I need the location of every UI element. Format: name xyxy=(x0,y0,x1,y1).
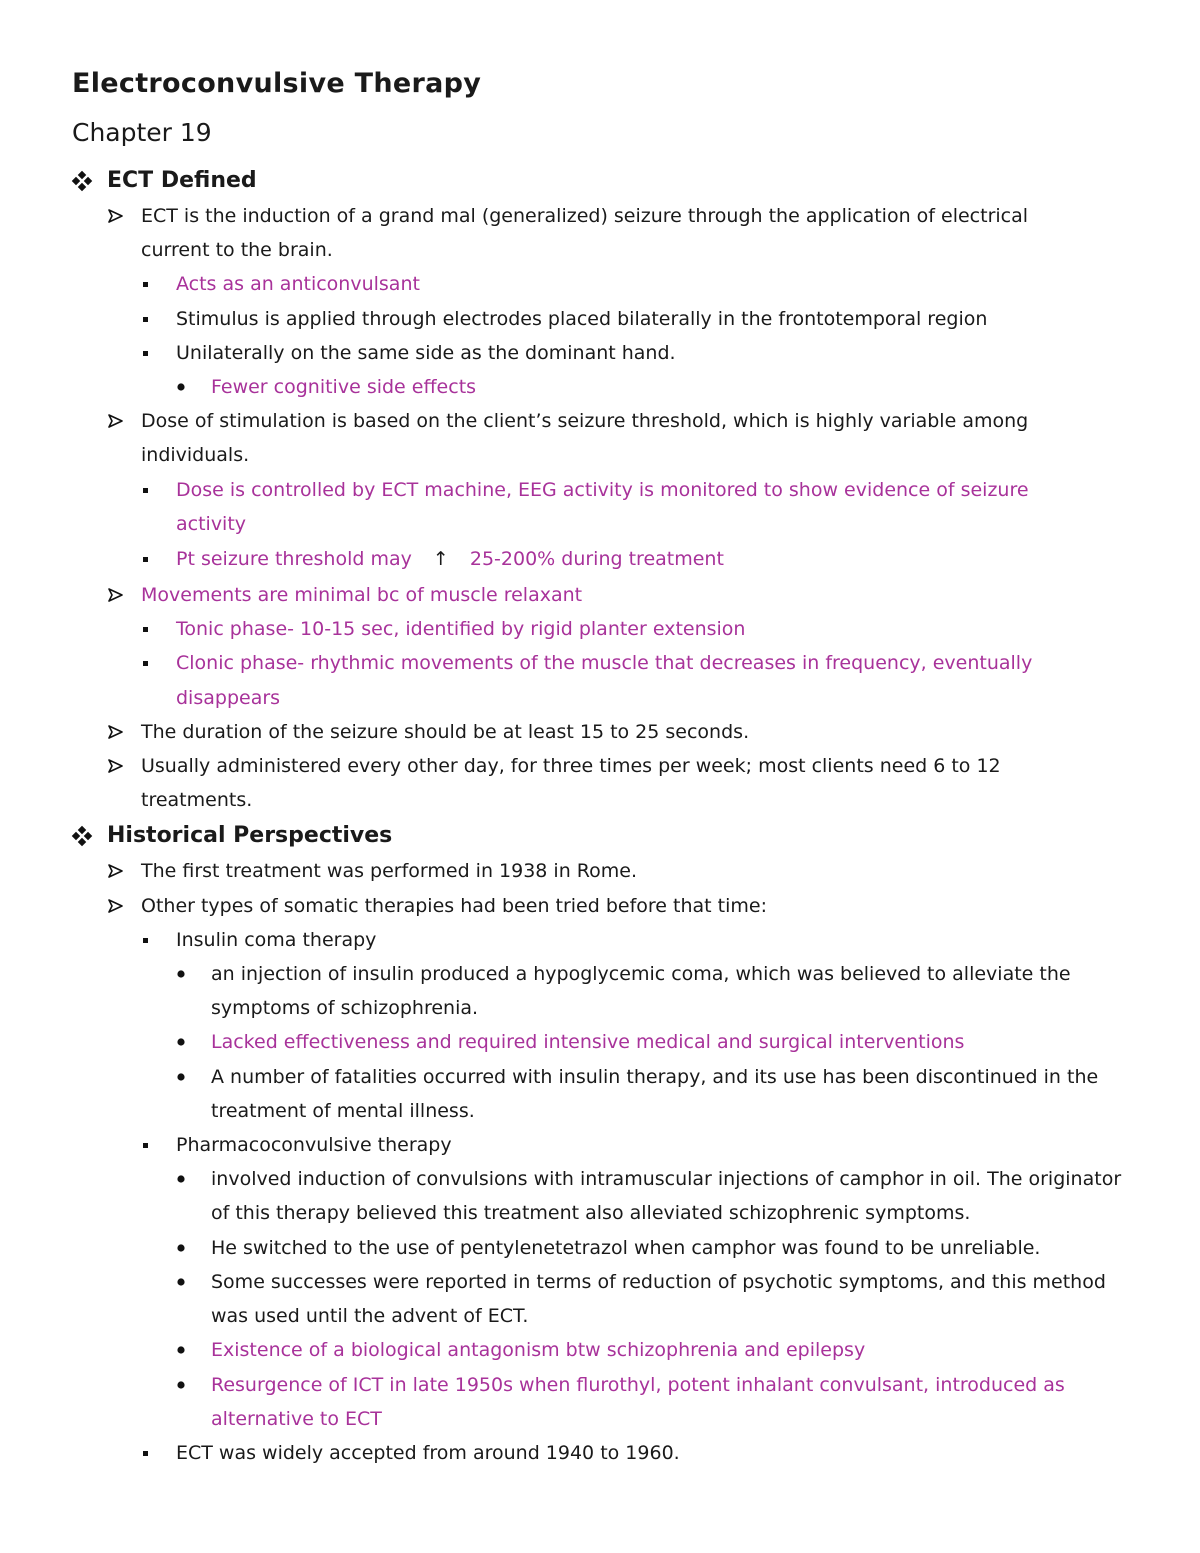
square-bullet-icon xyxy=(141,336,153,370)
list-item-text: Lacked effectiveness and required intensive medical and surgical interventions xyxy=(211,1031,965,1054)
list-item xyxy=(0,1265,1200,1333)
list-item-text: Insulin coma therapy xyxy=(176,928,377,951)
document-title: Electroconvulsive Therapy xyxy=(72,68,482,99)
list-item-text: The first treatment was performed in 1938 in Rome. xyxy=(141,860,637,883)
list-item xyxy=(0,957,1200,1025)
list-item-text: Unilaterally on the same side as the dominant hand. xyxy=(176,341,676,364)
list-item-text: 25-200% during treatment xyxy=(469,548,724,571)
list-item-text: Tonic phase- 10-15 sec, identified by rigid planter extension xyxy=(176,618,746,641)
section-heading xyxy=(0,162,1200,199)
dot-bullet-icon xyxy=(174,1060,190,1094)
square-bullet-icon xyxy=(141,1436,153,1470)
diamond-bullet-icon xyxy=(71,162,93,199)
dot-bullet-icon xyxy=(174,1265,190,1299)
document-body xyxy=(0,162,1200,1470)
section-heading xyxy=(0,817,1200,854)
list-item-text: The duration of the seizure should be at least 15 to 25 seconds. xyxy=(141,720,750,743)
section-heading-text: Historical Perspectives xyxy=(107,823,393,849)
list-item-text: Other types of somatic therapies had been tried before that time: xyxy=(141,894,767,917)
list-item xyxy=(0,1025,1200,1059)
arrow-bullet-icon xyxy=(106,578,126,612)
list-item xyxy=(0,404,1200,472)
list-item-text: Acts as an anticonvulsant xyxy=(176,273,420,296)
list-item-text: Movements are minimal bc of muscle relaxant xyxy=(141,584,583,607)
list-item-text: Stimulus is applied through electrodes placed bilaterally in the frontotemporal region xyxy=(176,307,988,330)
diamond-bullet-icon xyxy=(71,817,93,854)
list-item xyxy=(0,199,1200,267)
list-item xyxy=(0,336,1200,370)
list-item-text: Clonic phase- rhythmic movements of the muscle that decreases in frequency, eventually disappears xyxy=(176,652,1033,709)
list-item xyxy=(0,473,1200,541)
chapter-label: Chapter 19 xyxy=(72,118,212,147)
list-item-text: Usually administered every other day, for three times per week; most clients need 6 to 12 treatments. xyxy=(141,755,1001,812)
list-item-text: Dose of stimulation is based on the client’s seizure threshold, which is highly variable among individuals. xyxy=(141,410,1029,467)
list-item xyxy=(0,578,1200,612)
list-item xyxy=(0,715,1200,749)
list-item xyxy=(0,889,1200,923)
square-bullet-icon xyxy=(141,646,153,680)
list-item xyxy=(0,1231,1200,1265)
section-heading-text: ECT Defined xyxy=(107,168,257,193)
arrow-bullet-icon xyxy=(106,749,126,783)
up-arrow-icon: ↑ xyxy=(432,548,449,571)
dot-bullet-icon xyxy=(174,1333,190,1367)
dot-bullet-icon xyxy=(174,957,190,991)
list-item-text: Pt seizure threshold may xyxy=(176,548,412,571)
list-item-text: Pharmacoconvulsive therapy xyxy=(176,1134,452,1157)
dot-bullet-icon xyxy=(174,1162,190,1196)
list-item xyxy=(0,854,1200,888)
list-item-text: Existence of a biological antagonism btw schizophrenia and epilepsy xyxy=(211,1339,866,1362)
list-item-text: A number of fatalities occurred with insulin therapy, and its use has been discontinued in the treatment of mental illness. xyxy=(211,1065,1099,1122)
list-item xyxy=(0,370,1200,404)
dot-bullet-icon xyxy=(174,1368,190,1402)
list-item-text: Some successes were reported in terms of reduction of psychotic symptoms, and this method was used until the advent of ECT. xyxy=(211,1270,1106,1328)
dot-bullet-icon xyxy=(174,1231,190,1265)
list-item xyxy=(0,1333,1200,1367)
list-item-text: Fewer cognitive side effects xyxy=(211,376,477,399)
list-item-text: He switched to the use of pentylenetetrazol when camphor was found to be unreliable. xyxy=(211,1236,1041,1259)
list-item-text: ECT was widely accepted from around 1940 to 1960. xyxy=(176,1441,680,1464)
arrow-bullet-icon xyxy=(106,715,126,749)
arrow-bullet-icon xyxy=(106,199,126,233)
square-bullet-icon xyxy=(141,302,153,336)
list-item-text: Dose is controlled by ECT machine, EEG activity is monitored to show evidence of seizure activity xyxy=(176,478,1029,535)
arrow-bullet-icon xyxy=(106,889,126,923)
square-bullet-icon xyxy=(141,541,153,577)
square-bullet-icon xyxy=(141,473,153,507)
arrow-bullet-icon xyxy=(106,404,126,438)
list-item xyxy=(0,1060,1200,1128)
list-item xyxy=(0,1368,1200,1436)
list-item xyxy=(0,302,1200,336)
list-item-text: ECT is the induction of a grand mal (generalized) seizure through the application of electrical current to the brain. xyxy=(141,205,1029,262)
arrow-bullet-icon xyxy=(106,854,126,888)
square-bullet-icon xyxy=(141,1128,153,1162)
list-item-text: involved induction of convulsions with intramuscular injections of camphor in oil. The originator of this therapy believed this treatment also alleviated schizophrenic symptoms. xyxy=(211,1168,1122,1225)
list-item xyxy=(0,1436,1200,1470)
list-item xyxy=(0,646,1200,714)
list-item xyxy=(0,612,1200,646)
list-item xyxy=(0,267,1200,301)
list-item xyxy=(0,541,1200,577)
square-bullet-icon xyxy=(141,923,153,957)
list-item-text: Resurgence of ICT in late 1950s when flurothyl, potent inhalant convulsant, introduced as alternative to ECT xyxy=(211,1373,1065,1430)
dot-bullet-icon xyxy=(174,1025,190,1059)
dot-bullet-icon xyxy=(174,370,190,404)
square-bullet-icon xyxy=(141,267,153,301)
list-item-text: an injection of insulin produced a hypoglycemic coma, which was believed to alleviate the symptoms of schizophrenia. xyxy=(211,963,1071,1020)
list-item xyxy=(0,749,1200,817)
list-item xyxy=(0,923,1200,957)
list-item xyxy=(0,1162,1200,1230)
square-bullet-icon xyxy=(141,612,153,646)
list-item xyxy=(0,1128,1200,1162)
